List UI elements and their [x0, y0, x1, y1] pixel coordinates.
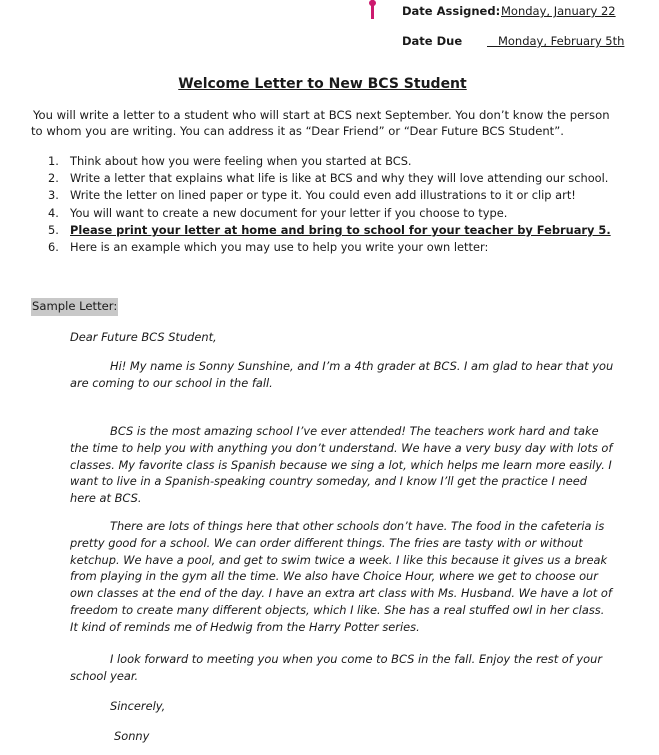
date-assigned-row — [402, 4, 616, 18]
date-due-label: Date Due — [402, 34, 463, 48]
pink-margin-dot — [369, 0, 376, 6]
letter-paragraph: There are lots of things here that other schools don’t have. The food in the cafeteria is pretty good for a school. We can order different things. The fries are tasty with or without ketchup. We have a pool, and get to swim twice a week. I like this because it gives us a break from playing in the gym all the time. We also have Choice Hour, where we get to choose our own classes at the end of the day. I have an extra art class with Ms. Husband. We have a lot of freedom to create many different objects, which I like. She has a real stuffed owl in her class. It kind of reminds me of Hedwig from the Harry Potter series. — [70, 519, 612, 634]
letter-greeting: Dear Future BCS Student, — [70, 330, 217, 344]
letter-closing: Sincerely, — [110, 699, 166, 713]
date-due-row — [402, 34, 624, 48]
intro-paragraph: You will write a letter to a student who will start at BCS next September. You don’t know the person to whom you are writing. You can address it as “Dear Friend” or “Dear Future BCS Student”. — [31, 108, 610, 138]
letter-paragraph: I look forward to meeting you when you come to BCS in the fall. Enjoy the rest of your school year. — [70, 652, 603, 683]
list-item: 4. You will want to create a new document for your letter if you choose to type. — [48, 205, 508, 220]
date-assigned-value: Monday, January 22 — [501, 4, 616, 18]
letter-paragraph: BCS is the most amazing school I’ve ever attended! The teachers work hard and take the time to help you with anything you don’t understand. We have a very busy day with lots of classes. My favorite class is Spanish because we sing a lot, which helps me learn more easily. I want to live in a Spanish-speaking country someday, and I know I’ll get the practice I need here at BCS. — [70, 424, 613, 506]
instruction-list — [48, 153, 611, 256]
letter-signature: Sonny — [114, 729, 150, 743]
date-due-value-text: Monday, February 5th — [497, 34, 625, 48]
list-item: 2. Write a letter that explains what life is like at BCS and why they will love attending our school. — [48, 171, 609, 186]
list-item: 3. Write the letter on lined paper or type it. You could even add illustrations to it or clip art! — [48, 188, 576, 203]
list-item: 1. Think about how you were feeling when you started at BCS. — [48, 154, 412, 168]
list-item: 6. Here is an example which you may use to help you write your own letter: — [48, 240, 489, 255]
letter-paragraph: Hi! My name is Sonny Sunshine, and I’m a 4th grader at BCS. I am glad to hear that you are coming to our school in the fall. — [70, 359, 614, 390]
list-item-emphasized: 5. Please print your letter at home and bring to school for your teacher by February 5. — [48, 222, 611, 237]
document-title: Welcome Letter to New BCS Student — [178, 76, 467, 92]
date-assigned-label: Date Assigned: — [402, 4, 501, 18]
sample-letter-label: Sample Letter: — [31, 298, 118, 316]
date-due-value — [487, 34, 624, 48]
